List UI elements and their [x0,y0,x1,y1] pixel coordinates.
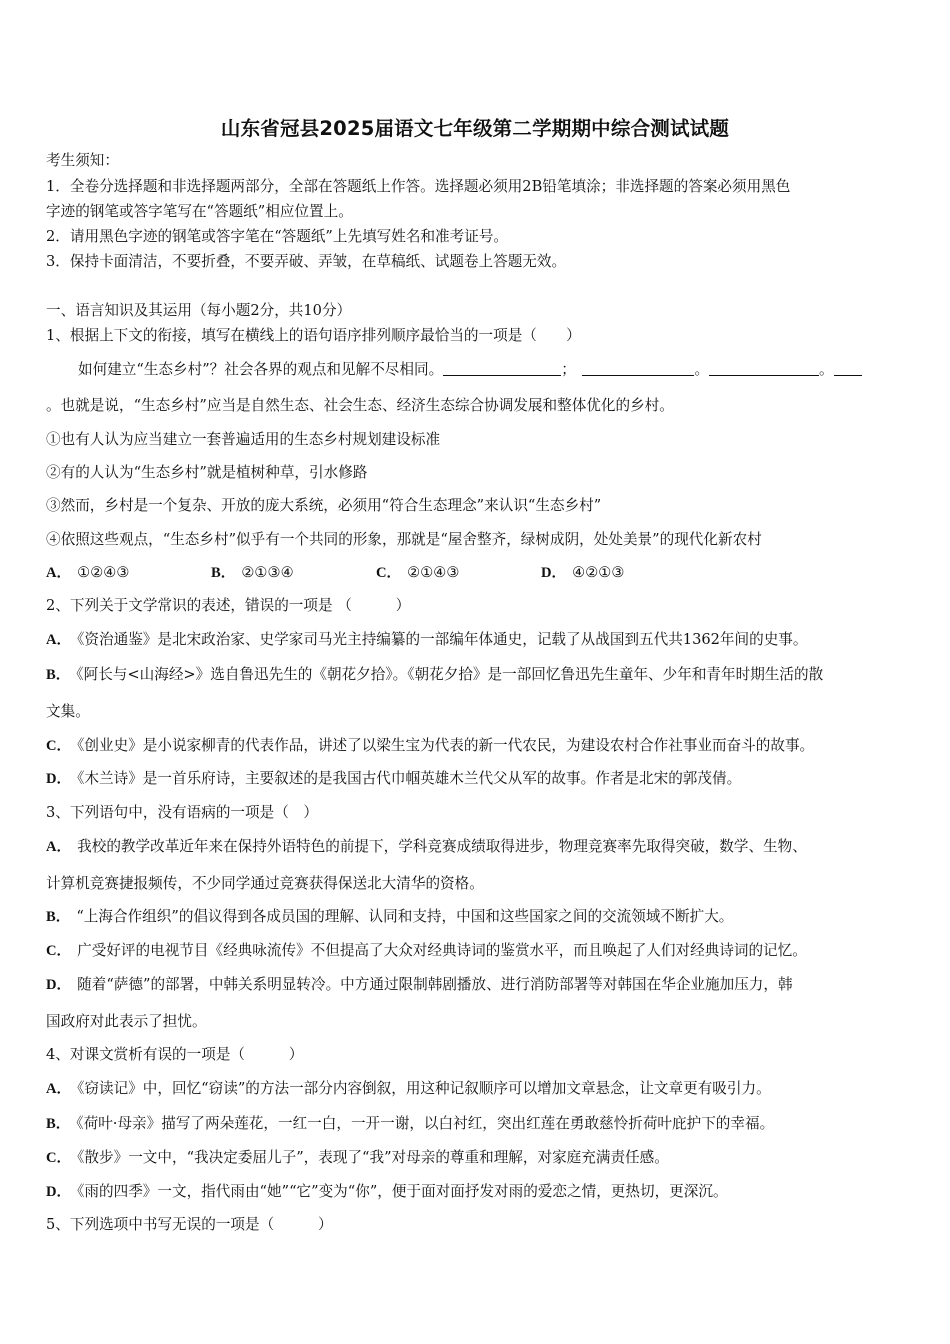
notice-item-1: 1．全卷分选择题和非选择题两部分，全部在答题纸上作答。选择题必须用2B铅笔填涂；非选择题的答案必须用黑色 [46,178,791,195]
q3-option-d: D． 随着“萨德”的部署，中韩关系明显转冷。中方通过限制韩剧播放、进行消防部署等对韩国在华企业施加压力，韩 [46,976,793,993]
q2-option-b: B． 《阿长与<山海经>》选自鲁迅先生的《朝花夕拾》。《朝花夕拾》是一部回忆鲁迅先生童年、少年和青年时期生活的散 [46,666,824,683]
q1-options [46,564,624,582]
q4-option-d: D． 《雨的四季》一文，指代雨由“她”“它”变为“你”，便于面对面抒发对雨的爱恋之情，更热切，更深沉。 [46,1183,728,1200]
q1-option-b: B． ②①③④ [211,564,294,581]
q3-option-a: A． 我校的教学改革近年来在保持外语特色的前提下，学科竞赛成绩取得进步，物理竞赛率先取得突破，数学、生物、 [46,838,807,855]
q1-blank-4 [834,361,862,376]
q1-sentence-2: ②有的人认为“生态乡村”就是植树种草，引水修路 [46,464,368,481]
q1-sentence-3: ③然而，乡村是一个复杂、开放的庞大系统，必须用“符合生态理念”来认识“生态乡村” [46,497,602,514]
notice-item-3: 3．保持卡面清洁，不要折叠，不要弄破、弄皱，在草稿纸、试题卷上答题无效。 [46,253,567,270]
q1-passage-start: 如何建立“生态乡村”？社会各界的观点和见解不尽相同。 [78,361,444,378]
q1-passage [78,361,862,379]
notice-item-2: 2．请用黑色字迹的钢笔或答字笔在“答题纸”上先填写姓名和准考证号。 [46,228,509,245]
q2-option-b-cont: 文集。 [46,703,90,720]
q1-option-a: A． ①②④③ [46,564,130,581]
page-title: 山东省冠县2025届语文七年级第二学期期中综合测试试题 [220,117,730,140]
q1-option-d: D． ④②①③ [541,564,625,581]
q5-stem: 5、下列选项中书写无误的一项是（ ） [46,1216,333,1233]
section-heading: 一、语言知识及其运用（每小题2分，共10分） [46,302,352,319]
q1-sep-3: 。 [819,361,834,378]
q3-option-d-cont: 国政府对此表示了担忧。 [46,1013,207,1030]
q1-sep-2: 。 [694,361,710,378]
q3-option-a-cont: 计算机竞赛捷报频传，不少同学通过竞赛获得保送北大清华的资格。 [46,875,484,892]
q1-sentence-4: ④依照这些观点，“生态乡村”似乎有一个共同的形象，那就是“屋舍整齐，绿树成阴，处处美景”的现代化新农村 [46,531,762,548]
q3-option-c: C． 广受好评的电视节目《经典咏流传》不但提高了大众对经典诗词的鉴赏水平，而且唤起了人们对经典诗词的记忆。 [46,942,807,959]
q1-blank-2 [582,361,694,376]
q3-stem: 3、下列语句中，没有语病的一项是（ ） [46,804,318,821]
notice-item-1-cont: 字迹的钢笔或答字笔写在“答题纸”相应位置上。 [46,203,353,220]
q1-sentence-1: ①也有人认为应当建立一套普遍适用的生态乡村规划建设标准 [46,431,441,448]
q1-stem: 1、根据上下文的衔接，填写在横线上的语句语序排列顺序最恰当的一项是（ ） [46,327,581,344]
q1-blank-1 [443,361,561,376]
q1-blank-3 [709,361,819,376]
q4-option-c: C． 《散步》一文中，“我决定委屈儿子”，表现了“我”对母亲的尊重和理解，对家庭充满责任感。 [46,1149,669,1166]
notice-heading: 考生须知： [46,152,119,169]
q2-option-d: D． 《木兰诗》是一首乐府诗，主要叙述的是我国古代巾帼英雄木兰代父从军的故事。作者是北宋的郭茂倩。 [46,770,742,787]
q2-stem: 2、下列关于文学常识的表述，错误的一项是 （ ） [46,597,411,614]
q1-option-c: C． ②①④③ [376,564,460,581]
q1-sep-1: ； [561,361,576,378]
q3-option-b: B． “上海合作组织”的倡议得到各成员国的理解、认同和支持，中国和这些国家之间的交流领域不断扩大。 [46,908,734,925]
q4-option-a: A． 《窃读记》中，回忆“窃读”的方法一部分内容倒叙，用这种记叙顺序可以增加文章悬念，让文章更有吸引力。 [46,1080,771,1097]
q2-option-c: C． 《创业史》是小说家柳青的代表作品，讲述了以梁生宝为代表的新一代农民，为建设农村合作社事业而奋斗的故事。 [46,737,815,754]
q4-stem: 4、对课文赏析有误的一项是（ ） [46,1046,304,1063]
q1-passage-end: 。也就是说，“生态乡村”应当是自然生态、社会生态、经济生态综合协调发展和整体优化的乡村。 [46,397,674,414]
q4-option-b: B． 《荷叶·母亲》描写了两朵莲花，一红一白，一开一谢，以白衬红，突出红莲在勇敢慈怜折荷叶庇护下的幸福。 [46,1115,775,1132]
q2-option-a: A． 《资治通鉴》是北宋政治家、史学家司马光主持编纂的一部编年体通史，记载了从战国到五代共1362年间的史事。 [46,631,808,648]
